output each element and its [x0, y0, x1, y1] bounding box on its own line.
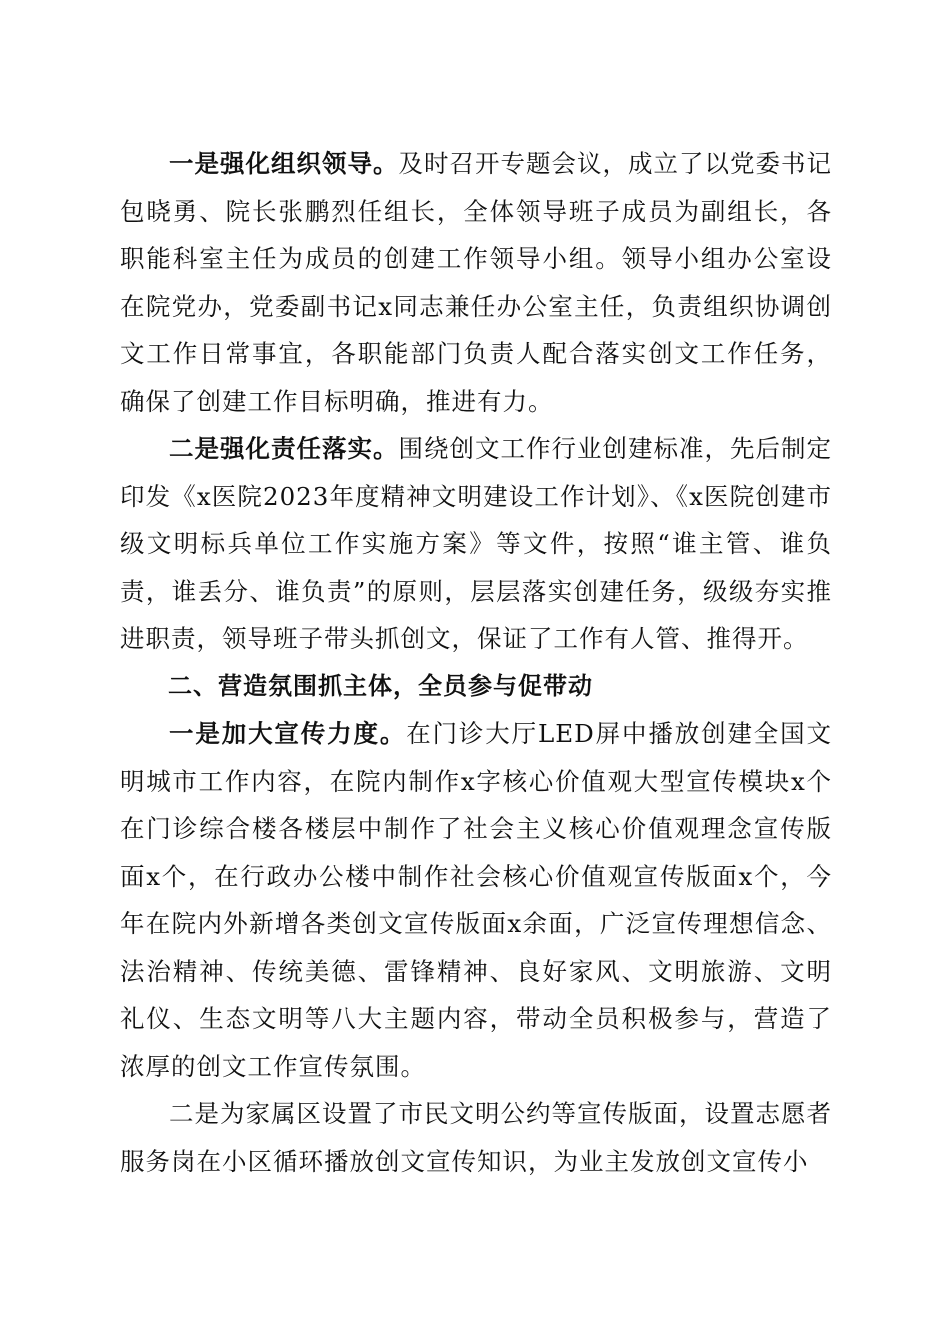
section-heading: 二、营造氛围抓主体，全员参与促带动 — [168, 671, 593, 700]
paragraph-publicity — [120, 710, 832, 1090]
paragraph-body: 围绕创文工作行业创建标准，先后制定印发《x医院2023年度精神文明建设工作计划》、《x医院创建市级文明标兵单位工作实施方案》等文件，按照“谁主管、谁负责，谁丢分、谁负责”的原则，层层落实创建任务，级级夯实推进职责，领导班子带头抓创文，保证了工作有人管、推得开。 — [120, 434, 832, 653]
paragraph-residential-area — [120, 1090, 832, 1185]
paragraph-body: 在门诊大厅LED屏中播放创建全国文明城市工作内容，在院内制作x字核心价值观大型宣传模块x个在门诊综合楼各楼层中制作了社会主义核心价值观理念宣传版面x个，在行政办公楼中制作社会核心价值观宣传版面x个，今年在院内外新增各类创文宣传版面x余面，广泛宣传理想信念、法治精神、传统美德、雷锋精神、良好家风、文明旅游、文明礼仪、生态文明等八大主题内容，带动全员积极参与，营造了浓厚的创文工作宣传氛围。 — [120, 719, 833, 1081]
paragraph-lead: 一是加大宣传力度。 — [169, 719, 407, 748]
paragraph-body: 及时召开专题会议，成立了以党委书记包晓勇、院长张鹏烈任组长，全体领导班子成员为副组长，各职能科室主任为成员的创建工作领导小组。领导小组办公室设在院党办，党委副书记x同志兼任办公室主任，负责组织协调创文工作日常事宜，各职能部门负责人配合落实创文工作任务，确保了创建工作目标明确，推进有力。 — [120, 149, 832, 416]
paragraph-organization-leadership — [120, 140, 832, 425]
document-body — [120, 140, 832, 1185]
paragraph-responsibility — [120, 425, 832, 663]
paragraph-lead: 一是强化组织领导。 — [169, 149, 399, 178]
paragraph-body: 二是为家属区设置了市民文明公约等宣传版面，设置志愿者服务岗在小区循环播放创文宣传知识，为业主发放创文宣传小 — [120, 1099, 832, 1176]
paragraph-lead: 二是强化责任落实。 — [169, 434, 399, 463]
